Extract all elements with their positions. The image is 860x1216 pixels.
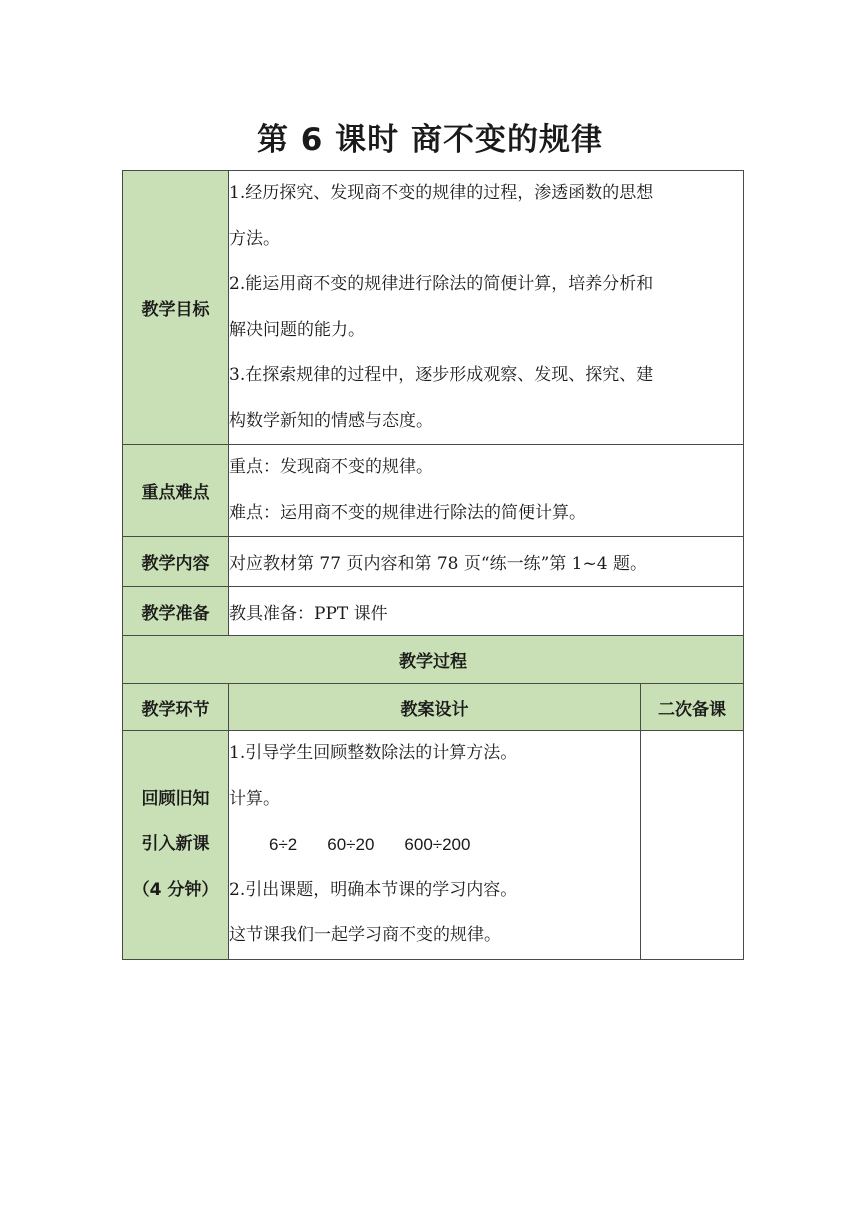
design-line: 1.引导学生回顾整数除法的计算方法。: [229, 743, 518, 763]
process-header-row: [123, 636, 744, 684]
design-line: 2.引出课题，明确本节课的学习内容。: [229, 879, 518, 900]
process-header: 教学过程: [123, 636, 744, 684]
stage-label-line: 引入新课: [141, 834, 210, 854]
difficulty-line: 难点：运用商不变的规律进行除法的简便计算。: [229, 502, 586, 523]
goals-line: 构数学新知的情感与态度。: [229, 410, 433, 431]
calc-item: 60÷20: [327, 835, 375, 854]
design-line: 计算。: [229, 788, 280, 809]
content-text: 对应教材第 77 页内容和第 78 页“练一练”第 1~4 题。: [229, 537, 744, 587]
key-points-label: 重点难点: [123, 445, 229, 537]
key-point-line: 重点：发现商不变的规律。: [229, 457, 433, 477]
key-points-content: [229, 445, 744, 537]
lesson-plan-table: [122, 170, 744, 960]
goals-row: [123, 171, 744, 445]
stage-label: [123, 731, 229, 960]
goals-line: 解决问题的能力。: [229, 319, 365, 340]
content-row: [123, 537, 744, 587]
prep-label: 教学准备: [123, 587, 229, 636]
column-design: 教案设计: [229, 684, 641, 731]
stage-notes: [641, 731, 744, 960]
goals-label: 教学目标: [123, 171, 229, 445]
calc-item: 6÷2: [269, 835, 298, 854]
column-notes: 二次备课: [641, 684, 744, 731]
prep-text: 教具准备：PPT 课件: [229, 587, 744, 636]
prep-row: [123, 587, 744, 636]
content-label: 教学内容: [123, 537, 229, 587]
column-stage: 教学环节: [123, 684, 229, 731]
process-columns-row: [123, 684, 744, 731]
goals-content: [229, 171, 744, 445]
goals-line: 1.经历探究、发现商不变的规律的过程，渗透函数的思想: [229, 183, 654, 203]
goals-line: 方法。: [229, 228, 280, 249]
design-line: 这节课我们一起学习商不变的规律。: [229, 925, 501, 945]
calc-item: 600÷200: [404, 835, 471, 854]
stage-duration: （4 分钟）: [132, 879, 219, 900]
goals-line: 2.能运用商不变的规律进行除法的简便计算，培养分析和: [229, 274, 654, 294]
stage-row: [123, 731, 744, 960]
stage-label-line: 回顾旧知: [141, 788, 210, 809]
stage-design: [229, 731, 641, 960]
page-title: 第 6 课时 商不变的规律: [257, 122, 603, 158]
calc-exercises: [229, 822, 640, 868]
goals-line: 3.在探索规律的过程中，逐步形成观察、发现、探究、建: [229, 365, 654, 385]
key-points-row: [123, 445, 744, 537]
